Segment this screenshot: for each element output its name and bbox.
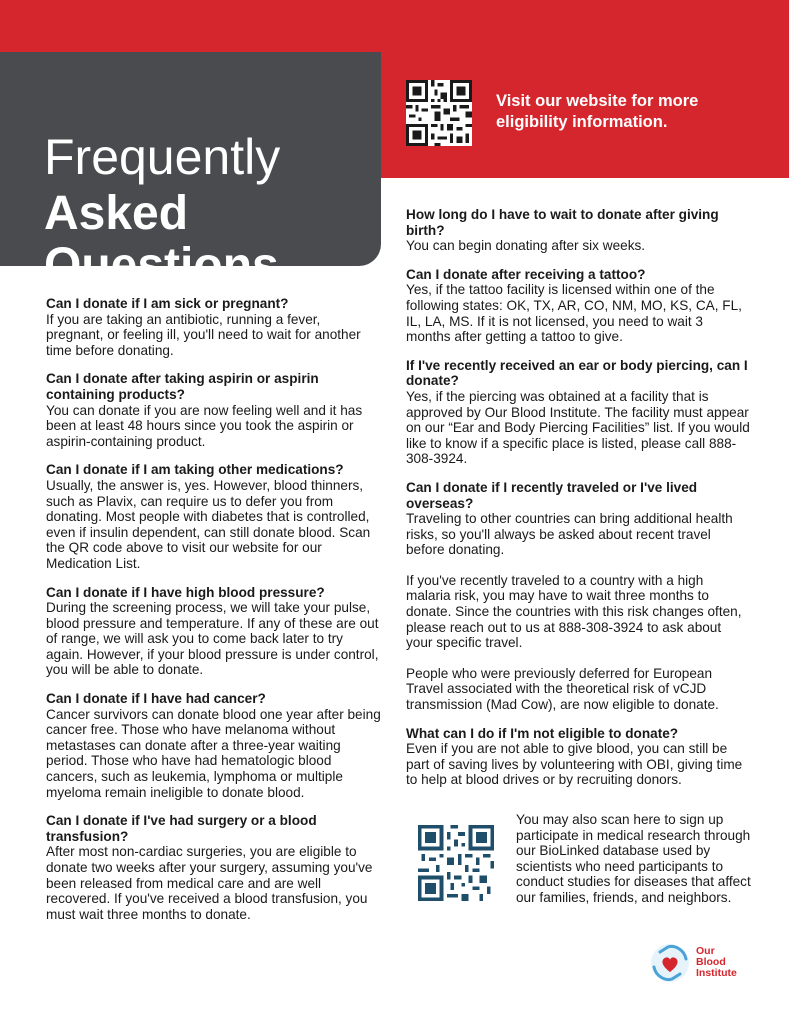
faq-question: Can I donate if I have high blood pressure? [46,584,325,600]
logo-word-blood: Blood [696,956,726,968]
faq-question: Can I donate if I recently traveled or I've lived overseas? [406,479,698,511]
faq-question: Can I donate if I am taking other medications? [46,462,344,478]
faq-answer: If you are taking an antibiotic, running a fever, pregnant, or feeling ill, you'll need to wait for another time before donating. [46,311,361,358]
org-logo [650,943,750,985]
faq-answer: Usually, the answer is, yes. However, blood thinners, such as Plavix, can require us to defer you from donating. Most people with diabetes that is controlled, even if insulin dependent, can still donate blood. Scan the QR code above to visit our website for our Medication List. [46,477,371,571]
faq-item [46,691,381,800]
faq-item [46,462,381,571]
right-faq-column [406,207,751,801]
research-signup-text: You may also scan here to sign up participate in medical research through our BioLinked database used by scientists who need participants to conduct studies for diseases that affect our families, friends, and neighbors. [516,812,751,905]
faq-answer: You can begin donating after six weeks. [406,238,646,254]
page-title-line2: Asked [44,187,189,240]
logo-word-institute: Institute [696,967,737,979]
faq-item [406,207,751,254]
faq-item [46,371,381,449]
page-title-bold [44,188,279,292]
faq-question: Can I donate if I have had cancer? [46,691,266,707]
visit-website-text: Visit our website for more eligibility information. [496,92,699,132]
faq-item [406,726,751,788]
faq-question: Can I donate if I am sick or pregnant? [46,296,289,311]
faq-answer: Traveling to other countries can bring additional health risks, so you'll always be asked about recent travel before donating. [406,511,733,558]
faq-question: Can I donate after taking aspirin or aspirin containing products? [46,371,319,402]
faq-item [46,585,381,679]
faq-answer: Yes, if the tattoo facility is licensed within one of the following states: OK, TX, AR, CO, NM, MO, KS, CA, FL, IL, LA, MS. If it is not licensed, you need to wait 3 months after getting a tattoo to give. [406,282,742,345]
faq-item [406,480,751,713]
faq-item [46,813,381,922]
faq-question: If I've recently received an ear or body piercing, can I donate? [406,357,748,389]
faq-answer: Even if you are not able to give blood, you can still be part of saving lives by volunteering with OBI, giving time to help at blood drives or by recruiting donors. [406,741,743,788]
faq-answer: After most non-cardiac surgeries, you are eligible to donate two weeks after your surgery, assuming you've been released from medical care and are well recovered. If you've received a blood transfusion, you must wait three months to donate. [46,844,373,922]
faq-item [406,267,751,345]
faq-answer: Yes, if the piercing was obtained at a facility that is approved by Our Blood Institute. The facility must appear on our “Ear and Body Piercing Facilities” list. If you would like to know if a specific place is listed, please call 888-308-3924. [406,388,750,467]
website-qr-code[interactable] [406,80,472,146]
faq-question: What can I do if I'm not eligible to donate? [406,725,679,741]
left-faq-column [46,296,381,935]
title-box [0,52,381,292]
faq-question: Can I donate after receiving a tattoo? [406,266,646,282]
faq-answer: Cancer survivors can donate blood one year after being cancer free. Those who have melanoma without metastases can donate after a three-year waiting period. Those who have had hematologic blood cancers, such as leukemia, lymphoma or multiple myeloma remain ineligible to donate blood. [46,706,381,800]
faq-answer: You can donate if you are now feeling well and it has been at least 48 hours since you took the aspirin or aspirin-containing product. [46,402,363,449]
page-title-line1: Frequently [44,129,281,185]
heart-hands-icon [650,943,690,983]
logo-word-our: Our [696,945,715,957]
faq-item [46,296,381,358]
research-qr-code[interactable] [418,825,494,901]
faq-item [406,358,751,467]
faq-answer: If you've recently traveled to a country with a high malaria risk, you may have to wait three months to donate. Since the countries with this risk changes often, please reach out to us at 888-308-3924 to ask about your specific travel. [406,572,742,651]
faq-answer: During the screening process, we will take your pulse, blood pressure and temperature. If any of these are out of range, we will ask you to come back later to try again. However, if your blood pressure is under control, you will be able to donate. [46,600,379,678]
faq-question: How long do I have to wait to donate after giving birth? [406,207,719,238]
faq-answer: People who were previously deferred for European Travel associated with the theoretical risk of vCJD transmission (Mad Cow), are now eligible to donate. [406,665,719,713]
faq-question: Can I donate if I've had surgery or a blood transfusion? [46,813,317,844]
page-title-line3: Questions [44,238,279,292]
